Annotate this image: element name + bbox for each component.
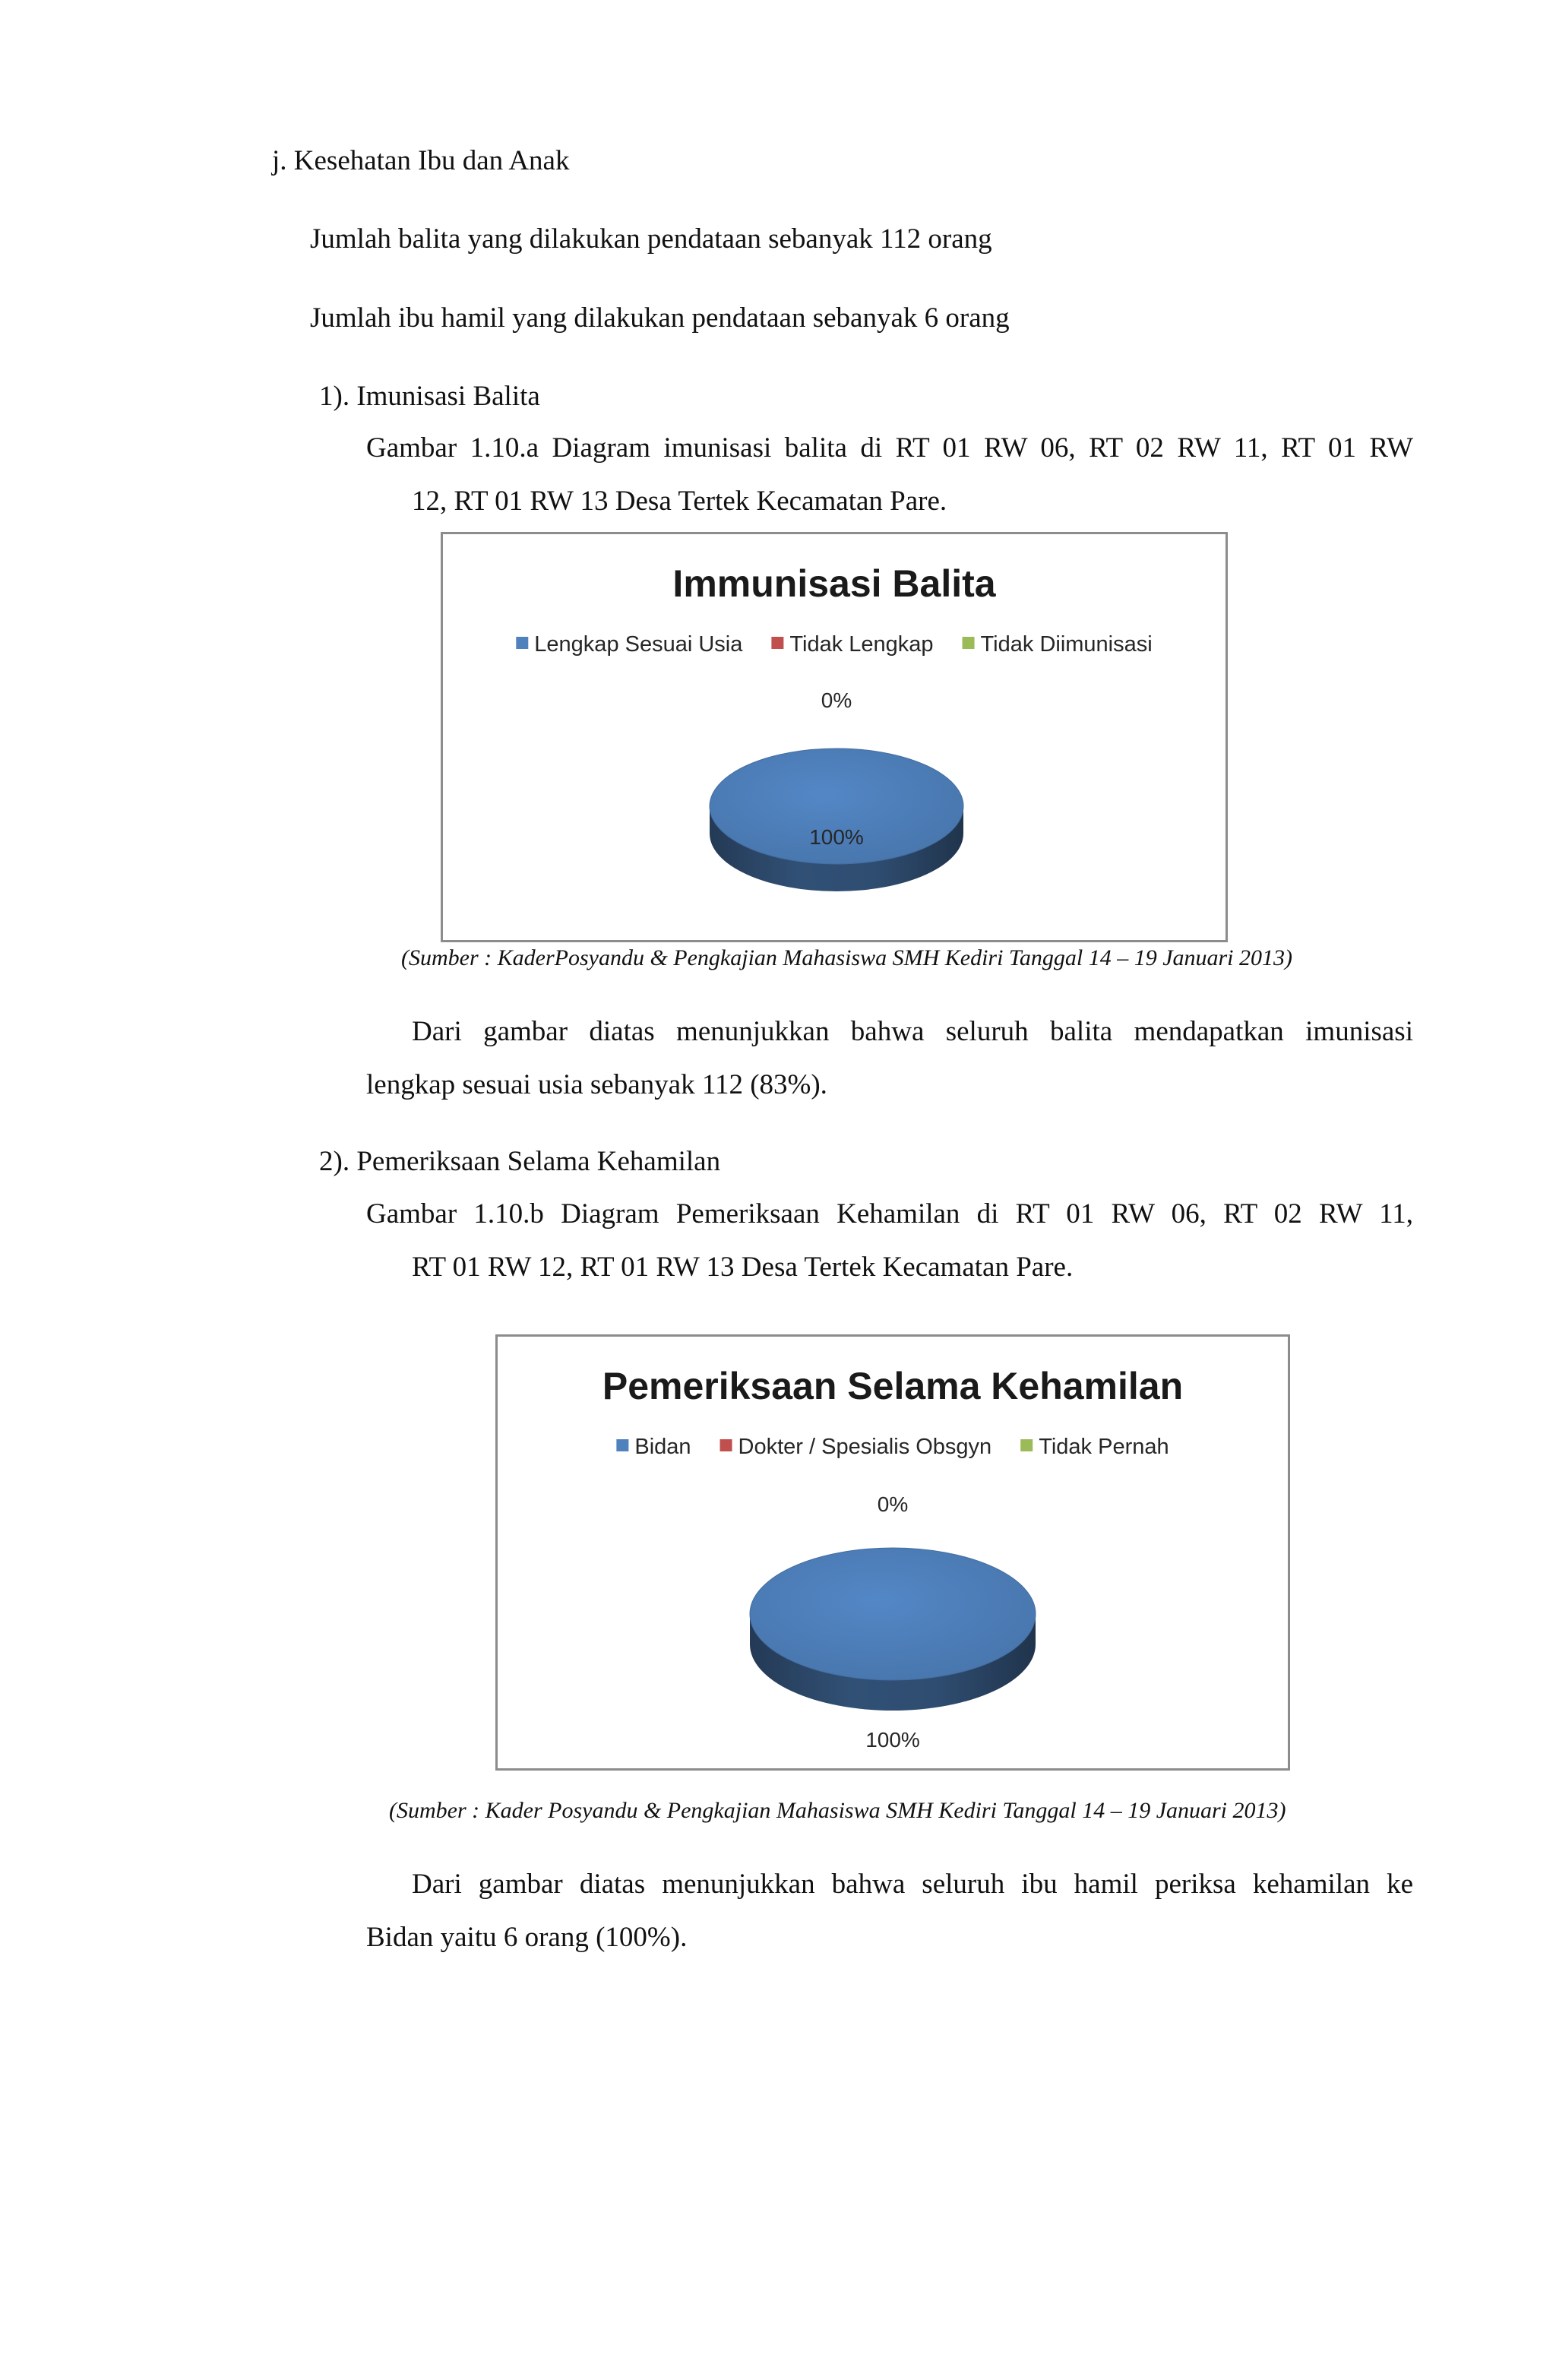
data-label-top: 0% [821,688,852,712]
chart-pemeriksaan-kehamilan [495,1334,1290,1771]
item1-heading: 1). Imunisasi Balita [319,381,540,412]
legend-label: Tidak Diimunisasi [980,632,1153,657]
chart-legend [516,632,1152,657]
item2-paragraph-line1: Dari gambar diatas menunjukkan bahwa seluruh ibu hamil periksa kehamilan ke [412,1869,1413,1900]
item2-caption-line2: RT 01 RW 12, RT 01 RW 13 Desa Tertek Kecamatan Pare. [412,1252,1074,1283]
chart-title: Pemeriksaan Selama Kehamilan [602,1365,1184,1407]
line-jumlah-balita: Jumlah balita yang dilakukan pendataan sebanyak 112 orang [310,223,992,255]
data-label-top: 0% [877,1492,909,1516]
legend-swatch [616,1439,628,1451]
item1-caption-line1: Gambar 1.10.a Diagram imunisasi balita di RT 01 RW 06, RT 02 RW 11, RT 01 RW [366,432,1413,464]
legend-swatch [720,1439,732,1451]
item2-source: (Sumber : Kader Posyandu & Pengkajian Mahasiswa SMH Kediri Tanggal 14 – 19 Januari 2013) [389,1798,1286,1823]
chart-svg [443,534,1226,940]
item1-paragraph-line1: Dari gambar diatas menunjukkan bahwa seluruh balita mendapatkan imunisasi [412,1016,1413,1047]
item2-paragraph-line2: Bidan yaitu 6 orang (100%). [366,1922,688,1953]
legend-label: Dokter / Spesialis Obsgyn [738,1435,992,1459]
line-jumlah-ibu-hamil: Jumlah ibu hamil yang dilakukan pendataan sebanyak 6 orang [310,302,1010,334]
item1-source: (Sumber : KaderPosyandu & Pengkajian Mahasiswa SMH Kediri Tanggal 14 – 19 Januari 2013) [401,945,1293,970]
chart-svg [498,1337,1288,1768]
pie-group [710,748,963,891]
item2-heading: 2). Pemeriksaan Selama Kehamilan [319,1146,721,1177]
legend-swatch [963,637,975,649]
pie-slice [750,1548,1036,1680]
item1-caption-line2: 12, RT 01 RW 13 Desa Tertek Kecamatan Pare. [412,486,947,517]
chart-title: Immunisasi Balita [672,562,996,605]
legend-label: Bidan [634,1435,691,1459]
pie-group [750,1548,1036,1711]
chart-legend [616,1435,1169,1459]
legend-swatch [1020,1439,1033,1451]
legend-label: Tidak Lengkap [789,632,934,657]
section-heading: j. Kesehatan Ibu dan Anak [272,145,570,176]
data-label-main: 100% [809,825,864,849]
item1-paragraph-line2: lengkap sesuai usia sebanyak 112 (83%). [366,1069,827,1100]
legend-label: Lengkap Sesuai Usia [534,632,743,657]
data-label-main: 100% [865,1728,920,1752]
legend-swatch [771,637,783,649]
legend-swatch [516,637,528,649]
chart-immunisasi-balita [441,532,1228,942]
item2-caption-line1: Gambar 1.10.b Diagram Pemeriksaan Kehamilan di RT 01 RW 06, RT 02 RW 11, [366,1198,1413,1230]
legend-label: Tidak Pernah [1039,1435,1169,1459]
